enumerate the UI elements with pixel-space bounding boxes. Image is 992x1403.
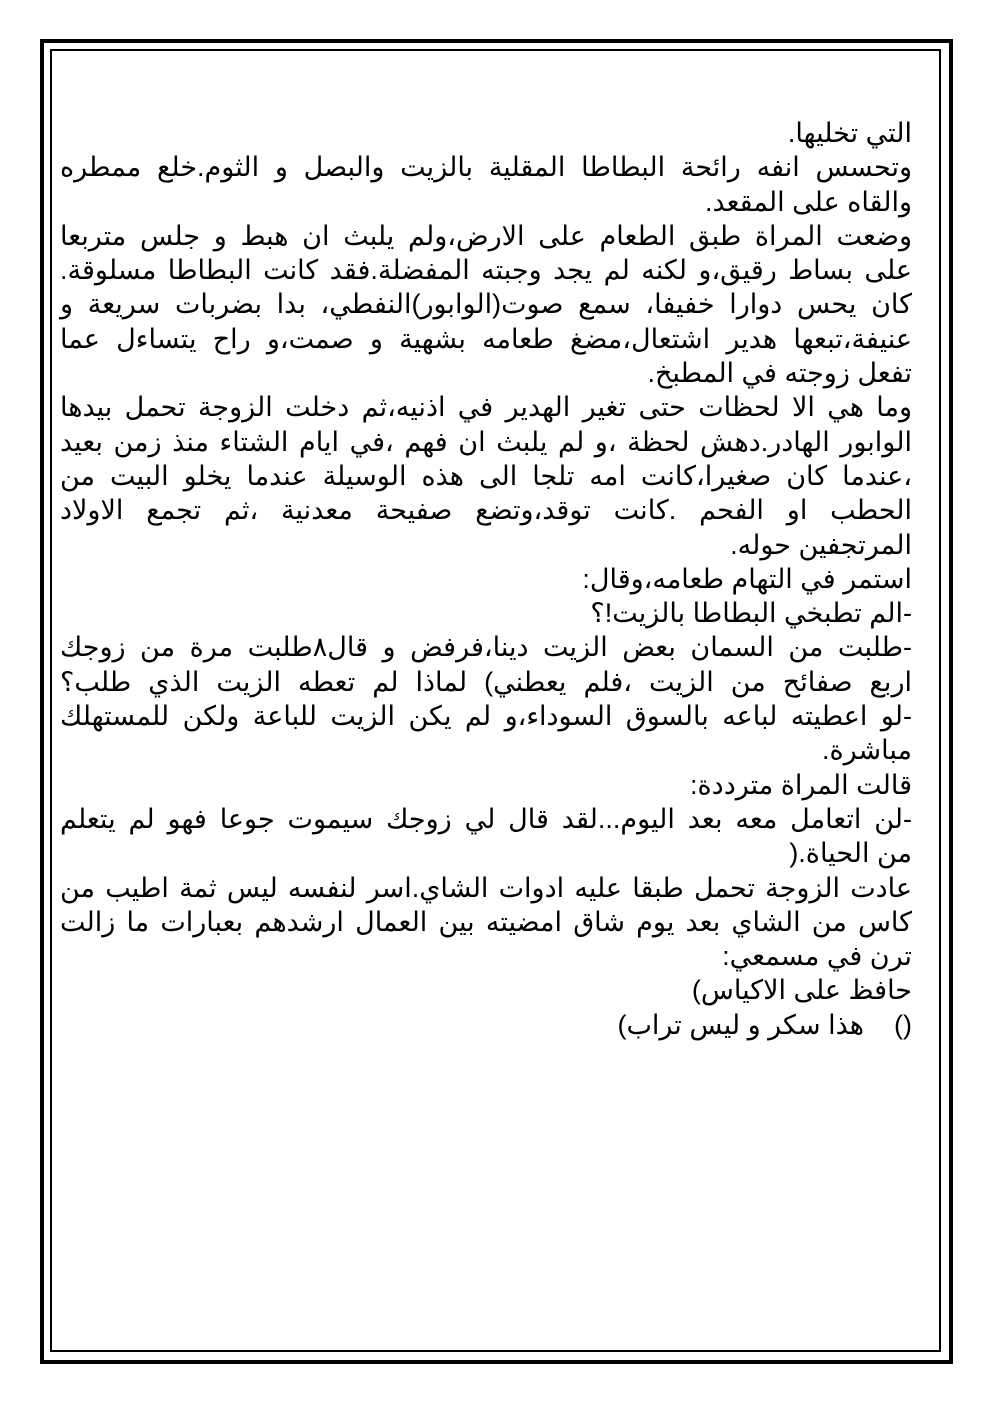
- text-line: -الم تطبخي البطاطا بالزيت!؟: [590, 598, 912, 629]
- text-line: حافظ على الاكياس): [691, 975, 912, 1006]
- story-text: [60, 116, 912, 1042]
- text-line: ترن في مسمعي:: [722, 941, 912, 972]
- text-line: التي تخليها.: [787, 118, 912, 148]
- text-line: مباشرة.: [821, 735, 912, 766]
- text-line: عادت الزوجة تحمل طبقا عليه ادوات الشاي.اسر لنفسه ليس ثمة اطيب من: [60, 872, 912, 903]
- text-line: كان يحس دوارا خفيفا، سمع صوت(الوابور)النفطي، بدا بضربات سريعة و: [60, 289, 912, 320]
- text-line: () هذا سكر و ليس تراب): [617, 1009, 912, 1040]
- text-line: تفعل زوجته في المطبخ.: [647, 358, 912, 389]
- text-line: -لن اتعامل معه بعد اليوم...لقد قال لي زوجك سيموت جوعا فهو لم يتعلم: [60, 803, 912, 834]
- text-line: على بساط رقيق،و لكنه لم يجد وجبته المفضلة.فقد كانت البطاطا مسلوقة.: [60, 255, 912, 286]
- text-line: وتحسس انفه رائحة البطاطا المقلية بالزيت والبصل و الثوم.خلع ممطره: [60, 152, 912, 183]
- text-line: -طلبت من السمان بعض الزيت دينا،فرفض و قال٨طلبت مرة من زوجك: [60, 632, 913, 663]
- text-line: والقاه على المقعد.: [704, 186, 912, 217]
- text-line: وما هي الا لحظات حتى تغير الهدير في اذنيه،ثم دخلت الزوجة تحمل بيدها: [60, 392, 912, 423]
- text-line: الوابور الهادر.دهش لحظة ،و لم يلبث ان فهم ،في ايام الشتاء منذ زمن بعيد: [60, 426, 912, 457]
- text-line: الحطب او الفحم .كانت توقد،وتضع صفيحة معدنية ،ثم تجمع الاولاد: [60, 495, 912, 526]
- text-line: من الحياة.(: [789, 838, 912, 869]
- text-line: اربع صفائح من الزيت ،فلم يعطني) لماذا لم تعطه الزيت الذي طلب؟: [60, 666, 912, 697]
- text-line: استمر في التهام طعامه،وقال:: [582, 563, 912, 594]
- text-line: عنيفة،تبعها هدير اشتعال،مضغ طعامه بشهية و صمت،و راح يتساءل عما: [60, 323, 912, 354]
- text-line: المرتجفين حوله.: [730, 529, 912, 560]
- text-line: -لو اعطيته لباعه بالسوق السوداء،و لم يكن الزيت للباعة ولكن للمستهلك: [60, 701, 912, 732]
- text-line: وضعت المراة طبق الطعام على الارض،ولم يلبث ان هبط و جلس متربعا: [60, 220, 912, 251]
- text-line: كاس من الشاي بعد يوم شاق امضيته بين العمال ارشدهم بعبارات ما زالت: [60, 906, 912, 937]
- text-line: قالت المراة مترددة:: [690, 769, 912, 800]
- text-line: ،عندما كان صغيرا،كانت امه تلجا الى هذه الوسيلة عندما يخلو البيت من: [60, 460, 912, 491]
